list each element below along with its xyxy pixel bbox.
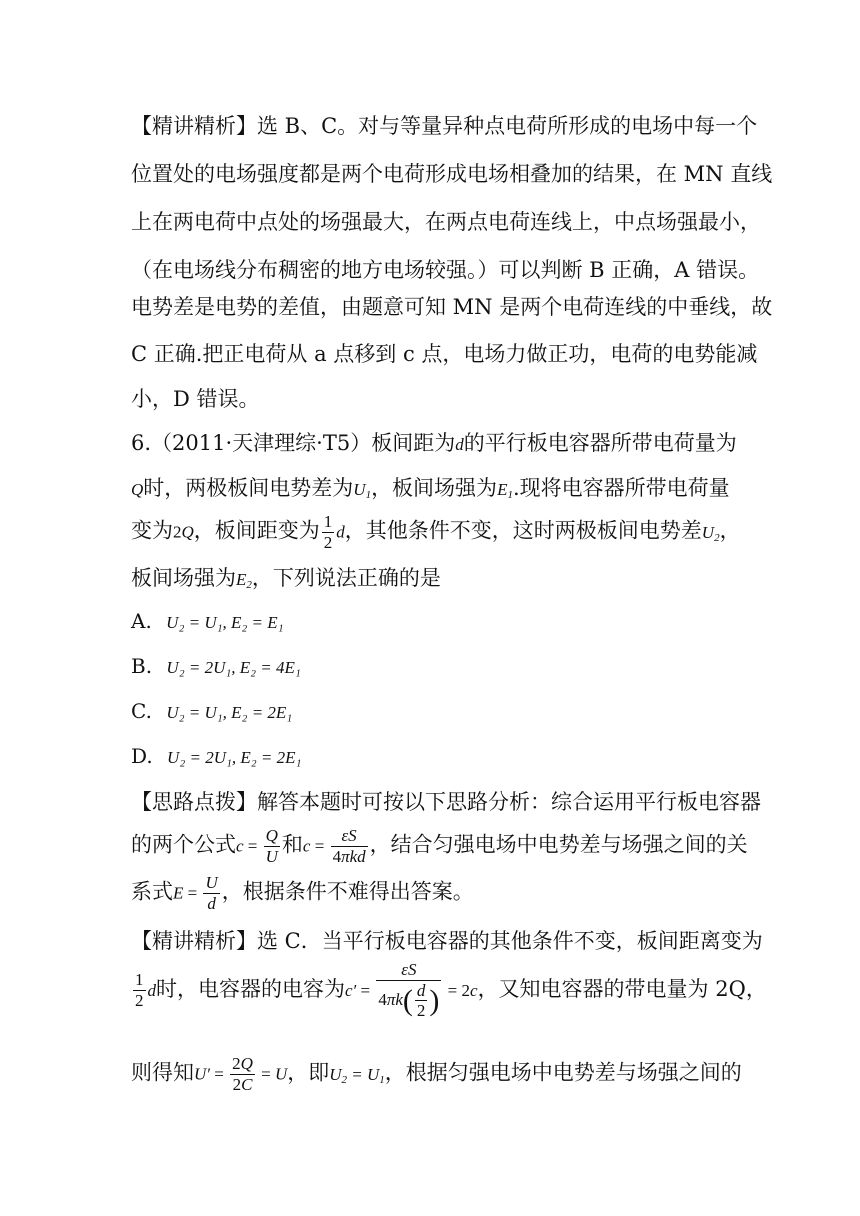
math-d: d	[147, 980, 156, 1000]
analysis2-text: ，根据匀强电场中电势差与场强之间的	[384, 1060, 742, 1085]
math-U-prime: U′	[194, 1064, 210, 1084]
math-Q: Q	[131, 480, 144, 499]
option-label: A.	[131, 609, 152, 633]
analysis1-line-4: （在电场线分布稠密的地方电场较强。）可以判断 B 正确，A 错误。	[131, 258, 760, 282]
fraction-U-over-d: $\frac{U}{d}$	[205, 873, 218, 913]
question6-line-1	[131, 433, 737, 454]
math-U2-eq-U1: $U_2 = U_1$	[329, 1064, 385, 1086]
math-d: d	[336, 522, 345, 542]
analysis2-line-1: 【精讲精析】选 C．当平行板电容器的其他条件不变，板间距离变为	[131, 929, 763, 953]
math-d: d	[455, 435, 464, 454]
q6-text: 时，两极板间电势差为	[143, 476, 354, 500]
fraction-half: $\frac{1}{2}$	[135, 970, 144, 1010]
fraction-half: $\frac{1}{2}$	[323, 512, 333, 552]
q6-text: 的平行板电容器所带电荷量为	[463, 431, 737, 455]
hint-line-2: 的两个公式c = $\frac{Q}{U}$ 和c = $\frac{\varepsilon S}{\text{4πkd}}$ ，结合匀强电场中电势差与场强之间的关	[131, 826, 748, 866]
q6-text: 变为	[131, 518, 173, 543]
q6-text: ，	[719, 518, 741, 543]
analysis1-line-1: 【精讲精析】选 B、C。对与等量异种点电荷所形成的电场中每一个	[131, 114, 758, 138]
analysis1-line-6: C 正确.把正电荷从 a 点移到 c 点，电场力做正功，电荷的电势能减	[131, 342, 758, 366]
math-E: E	[173, 883, 184, 903]
analysis2-text: ，又知电容器的带电量为 2Q，	[477, 976, 767, 1001]
question6-line-2	[131, 478, 730, 501]
q6-text: ，板间距变为	[193, 518, 320, 543]
analysis2-text: ，即	[287, 1060, 330, 1085]
question6-line-4	[131, 568, 441, 591]
analysis2-line-3: 则得知U′ = $\frac{2Q}{2C}$ = U，即$U_2 = U_1$，根据匀强电场中电势差与场强之间的	[131, 1054, 742, 1094]
analysis1-line-2: 位置处的电场强度都是两个电荷形成电场相叠加的结果，在 MN 直线	[131, 162, 773, 186]
option-a	[131, 611, 284, 631]
analysis1-line-7: 小，D 错误。	[131, 387, 260, 411]
hint-line-1: 【思路点拨】解答本题时可按以下思路分析：综合运用平行板电容器	[131, 790, 761, 814]
analysis1-line-3: 上在两电荷中点处的场强最大，在两点电荷连线上，中点场强最小，	[131, 210, 761, 234]
math-c: c	[236, 836, 244, 856]
hint-text: 的两个公式	[131, 832, 236, 857]
math-2Q: 2Q	[173, 522, 194, 542]
q6-text: ，板间场强为	[371, 476, 498, 500]
option-formula: U₂ = U₁, E₂ = E₁	[166, 613, 284, 632]
analysis1-line-5: 电势差是电势的差值，由题意可知 MN 是两个电荷连线的中垂线，故	[131, 295, 773, 319]
option-c	[131, 701, 292, 721]
math-E2: $E_2$	[236, 570, 252, 591]
hint-text: ，结合匀强电场中电势差与场强之间的关	[369, 832, 748, 857]
math-c: c	[302, 836, 311, 856]
option-d	[131, 746, 301, 766]
analysis2-text: 则得知	[131, 1060, 194, 1085]
hint-text: ，根据条件不难得出答案。	[221, 879, 474, 904]
fraction-2Q-over-2C: $\frac{2Q}{2C}$	[232, 1054, 253, 1094]
analysis2-text: 时，电容器的电容为	[156, 976, 345, 1001]
hint-text: 和	[281, 832, 303, 857]
q6-text: ，其他条件不变，这时两极板间电势差	[344, 518, 702, 543]
option-formula: U₂ = 2U₁, E₂ = 4E₁	[166, 658, 301, 677]
hint-line-3: 系式E = $\frac{U}{d}$ ，根据条件不难得出答案。	[131, 873, 474, 913]
math-U1: $U_1$	[353, 480, 372, 501]
q6-text: 板间场强为	[131, 566, 236, 590]
fraction-epsS-over-4pikd: $\frac{\varepsilon S}{\text{4πkd}}$	[332, 826, 366, 866]
option-label: C.	[131, 699, 152, 723]
option-b	[131, 656, 301, 676]
hint-text: 系式	[131, 879, 173, 904]
option-label: B.	[131, 654, 153, 678]
fraction-Q-over-U: $\frac{Q}{U}$	[265, 826, 278, 866]
question6-line-3	[131, 512, 741, 552]
option-formula: U₂ = U₁, E₂ = 2E₁	[166, 703, 293, 722]
fraction-c-prime: εS 4πk( $\frac{d}{2}$ )	[378, 960, 440, 1021]
option-formula: U₂ = 2U₁, E₂ = 2E₁	[167, 748, 302, 767]
math-U2: $U_2$	[701, 522, 720, 544]
option-label: D.	[131, 744, 153, 768]
q6-text: ，下列说法正确的是	[251, 566, 441, 590]
math-c-prime: c′	[345, 980, 357, 1000]
q6-text: 6.（2011·天津理综·T5）板间距为	[131, 431, 456, 455]
math-E1: $E_1$	[497, 480, 513, 501]
q6-text: .现将电容器所带电荷量	[512, 476, 730, 500]
analysis2-line-2: $\frac{1}{2}$ d时，电容器的电容为c′ = εS 4πk( $\frac{d}{2}$ ) = 2c，又知电容器的带电量为 2Q，	[135, 960, 767, 1021]
